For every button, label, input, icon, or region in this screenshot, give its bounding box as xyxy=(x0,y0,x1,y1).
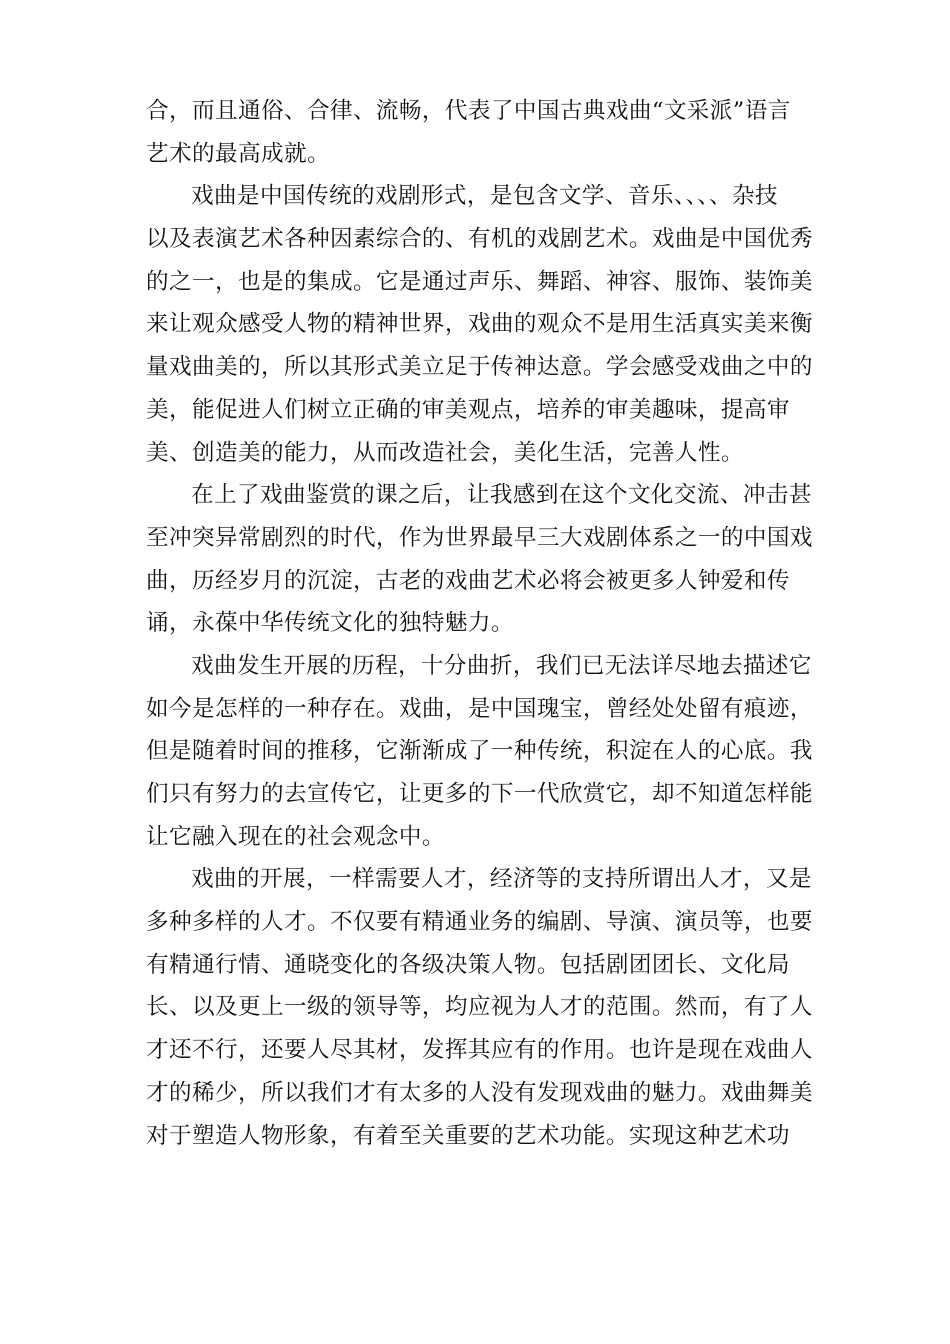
text-line: 戏曲发生开展的历程，十分曲折，我们已无法详尽地去描述它 xyxy=(191,652,812,679)
text-line: 如今是怎样的一种存在。戏曲，是中国瑰宝，曾经处处留有痕迹， xyxy=(146,695,813,722)
paragraph-3 xyxy=(146,474,813,645)
text-line: 的之一，也是的集成。它是通过声乐、舞蹈、神容、服饰、装饰美 xyxy=(146,268,813,295)
text-line: 有精通行情、通晓变化的各级决策人物。包括剧团团长、文化局 xyxy=(146,951,790,978)
text-line: 诵，永葆中华传统文化的独特魅力。 xyxy=(146,610,514,637)
text-line: 美，能促进人们树立正确的审美观点，培养的审美趣味，提高审 xyxy=(146,396,790,423)
text-line: 多种多样的人才。不仅要有精通业务的编剧、导演、演员等，也要 xyxy=(146,909,813,936)
text-line: 量戏曲美的，所以其形式美立足于传神达意。学会感受戏曲之中的 xyxy=(146,354,813,381)
paragraph-5 xyxy=(146,858,813,1157)
text-line: 艺术的最高成就。 xyxy=(146,140,330,167)
text-line: 曲，历经岁月的沉淀，古老的戏曲艺术必将会被更多人钟爱和传 xyxy=(146,567,790,594)
text-line: 对于塑造人物形象，有着至关重要的艺术功能。实现这种艺术功 xyxy=(146,1122,790,1149)
text-line: 合，而且通俗、合律、流畅，代表了中国古典戏曲“文采派”语言 xyxy=(146,98,791,124)
paragraph-2 xyxy=(146,175,813,474)
text-line: 才还不行，还要人尽其材，发挥其应有的作用。也许是现在戏曲人 xyxy=(146,1037,813,1064)
paragraph-1 xyxy=(146,90,796,175)
text-line: 戏曲是中国传统的戏剧形式，是包含文学、音乐、、、、杂技 xyxy=(191,183,778,210)
text-line: 但是随着时间的推移，它渐渐成了一种传统，积淀在人的心底。我 xyxy=(146,738,813,765)
text-line: 戏曲的开展，一样需要人才，经济等的支持所谓出人才，又是 xyxy=(191,866,812,893)
text-line: 才的稀少，所以我们才有太多的人没有发现戏曲的魅力。戏曲舞美 xyxy=(146,1079,813,1106)
text-line: 长、以及更上一级的领导等，均应视为人才的范围。然而，有了人 xyxy=(146,994,813,1021)
paragraph-4 xyxy=(146,645,813,858)
document-body xyxy=(146,90,813,1157)
text-line: 在上了戏曲鉴赏的课之后，让我感到在这个文化交流、冲击甚 xyxy=(191,482,812,509)
text-line: 来让观众感受人物的精神世界，戏曲的观众不是用生活真实美来衡 xyxy=(146,311,813,338)
text-line: 以及表演艺术各种因素综合的、有机的戏剧艺术。戏曲是中国优秀 xyxy=(146,226,813,253)
text-line: 让它融入现在的社会观念中。 xyxy=(146,823,445,850)
text-line: 们只有努力的去宣传它，让更多的下一代欣赏它，却不知道怎样能 xyxy=(146,781,813,807)
text-line: 至冲突异常剧烈的时代，作为世界最早三大戏剧体系之一的中国戏 xyxy=(146,524,813,551)
text-line: 美、创造美的能力，从而改造社会，美化生活，完善人性。 xyxy=(146,439,744,466)
